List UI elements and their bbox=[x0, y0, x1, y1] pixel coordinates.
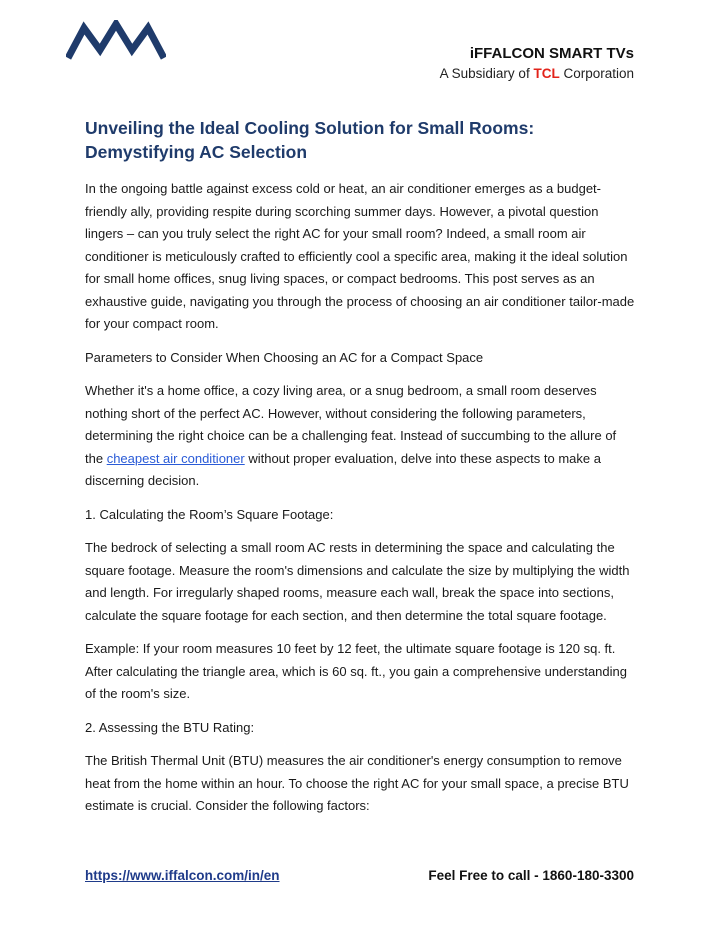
brand-subsidiary bbox=[440, 64, 634, 84]
brand-title: iFFALCON SMART TVs bbox=[469, 45, 634, 62]
cheapest-air-conditioner-link[interactable]: cheapest air conditioner bbox=[106, 450, 245, 466]
footer-website-link[interactable]: https://www.iffalcon.com/in/en bbox=[85, 868, 280, 883]
article-title: Unveiling the Ideal Cooling Solution for Small Rooms: Demystifying AC Selection bbox=[85, 118, 535, 162]
paragraph-parameters-text-1: Whether it's a home office, a cozy living area, or a snug bedroom, a small room deserves nothing short of the perfect AC. However, without considering the following parameters, determining the right choice can be a challenging feat. Instead of succumbing to the allure of the bbox=[85, 383, 617, 466]
paragraph-parameters-text-2: without proper evaluation, delve into these aspects to make a discerning decision. bbox=[85, 450, 601, 488]
tcl-brand: TCL bbox=[533, 66, 560, 81]
paragraph-btu: The British Thermal Unit (BTU) measures the air conditioner's energy consumption to remove heat from the home within an hour. To choose the right AC for your small space, a precise BTU estimate is crucial. Consider the following factors: bbox=[85, 753, 629, 813]
footer-call-text: Feel Free to call - 1860-180-3300 bbox=[428, 868, 634, 883]
paragraph-example: Example: If your room measures 10 feet by 12 feet, the ultimate square footage is 120 sq. ft. After calculating the triangle area, which is 60 sq. ft., you gain a comprehensive understanding of the room's size. bbox=[85, 641, 627, 701]
article bbox=[85, 116, 637, 829]
iffalcon-wave-logo-icon bbox=[66, 20, 166, 60]
paragraph-parameters bbox=[85, 380, 637, 493]
paragraph-square-footage: The bedrock of selecting a small room AC rests in determining the space and calculating the square footage. Measure the room's dimensions and calculate the size by multiplying the width and length. For irregularly shaped rooms, measure each wall, break the space into sections, calculate the square footage for each section, and then determine the total square footage. bbox=[85, 540, 630, 623]
subsidiary-suffix: Corporation bbox=[559, 66, 634, 81]
section-heading-btu: 2. Assessing the BTU Rating: bbox=[85, 719, 255, 735]
subsidiary-prefix: A Subsidiary of bbox=[439, 66, 534, 81]
footer bbox=[85, 868, 634, 892]
section-heading-square-footage: 1. Calculating the Room’s Square Footage: bbox=[85, 506, 334, 522]
section-heading-parameters: Parameters to Consider When Choosing an AC for a Compact Space bbox=[85, 349, 484, 365]
paragraph-intro: In the ongoing battle against excess cold or heat, an air conditioner emerges as a budget-friendly ally, providing respite during scorching summer days. However, a pivotal question lingers – can you truly select the right AC for your small room? Indeed, a small room air conditioner is meticulously crafted to efficiently cool a specific area, making it the ideal solution for small home offices, snug living spaces, or compact bedrooms. This post serves as an exhaustive guide, navigating you through the process of choosing an air conditioner tailor-made for your compact room. bbox=[85, 181, 635, 331]
brand-header bbox=[440, 44, 634, 84]
